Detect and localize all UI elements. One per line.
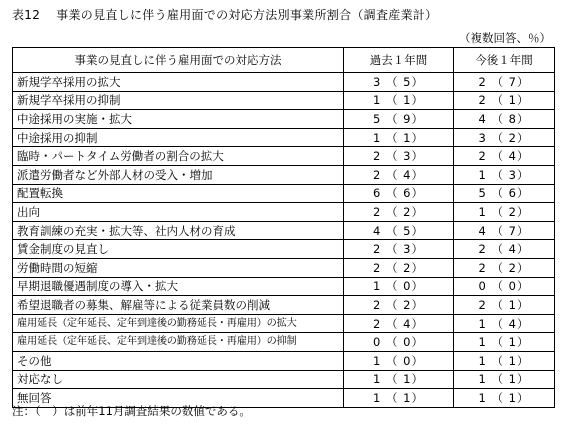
past-year-value: 2 （ 2） xyxy=(344,203,454,222)
table-row xyxy=(13,370,555,389)
header-past-year: 過去１年間 xyxy=(344,48,454,73)
past-year-value: 2 （ 2） xyxy=(344,258,454,277)
footnote: 注：（ ）は前年11月調査結果の数値である。 xyxy=(12,404,251,418)
table-row xyxy=(13,221,555,240)
table-row xyxy=(13,351,555,370)
past-year-value: 3 （ 5） xyxy=(344,73,454,92)
method-label: 新規学卒採用の抑制 xyxy=(13,91,344,110)
table-row xyxy=(13,128,555,147)
method-label: 中途採用の実施・拡大 xyxy=(13,110,344,129)
header-method: 事業の見直しに伴う雇用面での対応方法 xyxy=(13,48,344,73)
table-title-text: 事業の見直しに伴う雇用面での対応方法別事業所割合（調査産業計） xyxy=(56,8,438,22)
next-year-value: 2 （ 4） xyxy=(454,147,555,166)
past-year-value: 1 （ 1） xyxy=(344,128,454,147)
table-row xyxy=(13,333,555,352)
past-year-value: 2 （ 2） xyxy=(344,296,454,315)
next-year-value: 2 （ 1） xyxy=(454,91,555,110)
past-year-value: 0 （ 0） xyxy=(344,333,454,352)
table-title xyxy=(12,6,437,23)
table-row xyxy=(13,258,555,277)
method-label: 配置転換 xyxy=(13,184,344,203)
next-year-value: 1 （ 4） xyxy=(454,314,555,333)
method-label: 賃金制度の見直し xyxy=(13,240,344,259)
next-year-value: 2 （ 1） xyxy=(454,296,555,315)
next-year-value: 2 （ 4） xyxy=(454,240,555,259)
table-row xyxy=(13,110,555,129)
table-number: 表12 xyxy=(12,8,41,22)
method-label: その他 xyxy=(13,351,344,370)
past-year-value: 4 （ 5） xyxy=(344,221,454,240)
method-label: 対応なし xyxy=(13,370,344,389)
next-year-value: 4 （ 7） xyxy=(454,221,555,240)
past-year-value: 1 （ 1） xyxy=(344,370,454,389)
method-label: 出向 xyxy=(13,203,344,222)
method-label: 臨時・パートタイム労働者の割合の拡大 xyxy=(13,147,344,166)
past-year-value: 2 （ 3） xyxy=(344,147,454,166)
table-row xyxy=(13,91,555,110)
method-label: 派遣労働者など外部人材の受入・増加 xyxy=(13,165,344,184)
next-year-value: 3 （ 2） xyxy=(454,128,555,147)
table-body xyxy=(13,73,555,408)
next-year-value: 0 （ 0） xyxy=(454,277,555,296)
next-year-value: 1 （ 2） xyxy=(454,203,555,222)
table-row xyxy=(13,314,555,333)
method-label: 中途採用の抑制 xyxy=(13,128,344,147)
method-label: 早期退職優遇制度の導入・拡大 xyxy=(13,277,344,296)
method-label: 新規学卒採用の拡大 xyxy=(13,73,344,92)
method-label: 雇用延長（定年延長、定年到達後の勤務延長・再雇用）の拡大 xyxy=(13,314,344,333)
table-row xyxy=(13,147,555,166)
table-row xyxy=(13,73,555,92)
table-row xyxy=(13,277,555,296)
table-row xyxy=(13,203,555,222)
data-table xyxy=(12,47,555,408)
next-year-value: 5 （ 6） xyxy=(454,184,555,203)
method-label: 希望退職者の募集、解雇等による従業員数の削減 xyxy=(13,296,344,315)
past-year-value: 2 （ 3） xyxy=(344,240,454,259)
past-year-value: 1 （ 0） xyxy=(344,277,454,296)
past-year-value: 1 （ 1） xyxy=(344,389,454,408)
next-year-value: 1 （ 3） xyxy=(454,165,555,184)
next-year-value: 2 （ 7） xyxy=(454,73,555,92)
next-year-value: 4 （ 8） xyxy=(454,110,555,129)
table-row xyxy=(13,184,555,203)
method-label: 無回答 xyxy=(13,389,344,408)
header-next-year: 今後１年間 xyxy=(454,48,555,73)
table-row xyxy=(13,296,555,315)
past-year-value: 1 （ 1） xyxy=(344,91,454,110)
unit-note: （複数回答、％） xyxy=(459,31,551,45)
past-year-value: 6 （ 6） xyxy=(344,184,454,203)
next-year-value: 1 （ 1） xyxy=(454,370,555,389)
header-row xyxy=(13,48,555,73)
next-year-value: 1 （ 1） xyxy=(454,333,555,352)
past-year-value: 5 （ 9） xyxy=(344,110,454,129)
method-label: 雇用延長（定年延長、定年到達後の勤務延長・再雇用）の抑制 xyxy=(13,333,344,352)
table-row xyxy=(13,240,555,259)
past-year-value: 2 （ 4） xyxy=(344,165,454,184)
table-row xyxy=(13,165,555,184)
next-year-value: 1 （ 1） xyxy=(454,351,555,370)
next-year-value: 1 （ 1） xyxy=(454,389,555,408)
past-year-value: 2 （ 4） xyxy=(344,314,454,333)
method-label: 教育訓練の充実・拡大等、社内人材の育成 xyxy=(13,221,344,240)
past-year-value: 1 （ 0） xyxy=(344,351,454,370)
next-year-value: 2 （ 2） xyxy=(454,258,555,277)
method-label: 労働時間の短縮 xyxy=(13,258,344,277)
